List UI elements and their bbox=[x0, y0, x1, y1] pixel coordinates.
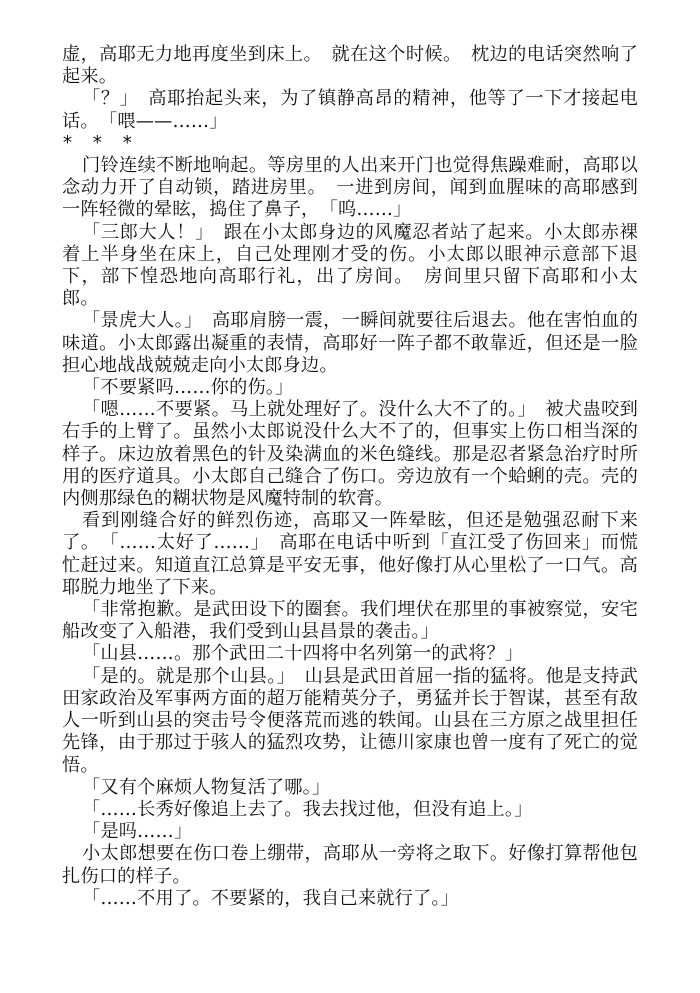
paragraph-11: 「是的。就是那个山县。」 山县是武田首屈一指的猛将。他是支持武田家政治及军事两方面的超万能精英分子，勇猛并长于智谋，甚至有敌人一听到山县的突击号令便落荒而逃的轶闻。山县在三方原之战里担任先锋，由于那过于骇人的猛烈攻势，让德川家康也曾一度有了死亡的觉悟。 bbox=[62, 665, 638, 776]
paragraph-14: 「是吗……」 bbox=[82, 821, 193, 843]
paragraph-2: 「？」 高耶抬起头来，为了镇静高昂的精神，他等了一下才接起电话。 「喂——……」 bbox=[62, 88, 638, 132]
paragraph-15: 小太郎想要在伤口卷上绷带，高耶从一旁将之取下。好像打算帮他包扎伤口的样子。 bbox=[62, 843, 638, 887]
paragraph-1: 虚，高耶无力地再度坐到床上。 就在这个时候。 枕边的电话突然响了起来。 bbox=[62, 44, 638, 88]
paragraph-9: 「非常抱歉。是武田设下的圈套。我们埋伏在那里的事被察觉，安宅船改变了入船港，我们受到山县昌景的袭击。」 bbox=[62, 599, 638, 643]
paragraph-5: 「景虎大人。」 高耶肩膀一震，一瞬间就要往后退去。他在害怕血的味道。小太郎露出凝重的表情，高耶好一阵子都不敢靠近，但还是一脸担心地战战兢兢走向小太郎身边。 bbox=[62, 310, 638, 376]
paragraph-3: 门铃连续不断地响起。等房里的人出来开门也觉得焦躁难耐，高耶以念动力开了自动锁，踏进房里。 一进到房间，闻到血腥味的高耶感到一阵轻微的晕眩，捣住了鼻子， 「呜……」 bbox=[62, 155, 638, 221]
paragraph-8: 看到刚缝合好的鲜烈伤迹，高耶又一阵晕眩，但还是勉强忍耐下来了。 「……太好了……」 高耶在电话中听到「直江受了伤回来」而慌忙赶过来。知道直江总算是平安无事，他好像打从心里松了一口气。高耶脱力地坐了下来。 bbox=[62, 510, 638, 598]
paragraph-13: 「……长秀好像追上去了。我去找过他，但没有追上。」 bbox=[82, 798, 533, 820]
paragraph-4: 「三郎大人！」 跟在小太郎身边的风魔忍者站了起来。小太郎赤裸着上半身坐在床上，自己处理刚才受的伤。小太郎以眼神示意部下退下，部下惶恐地向高耶行礼，出了房间。 房间里只留下高耶和小太郎。 bbox=[62, 221, 638, 310]
paragraph-6: 「不要紧吗……你的伤。」 bbox=[82, 377, 294, 399]
paragraph-10: 「山县……。那个武田二十四将中名列第一的武将？」 bbox=[82, 643, 524, 665]
paragraph-12: 「又有个麻烦人物复活了哪。」 bbox=[82, 776, 331, 798]
scene-separator: * * * bbox=[62, 132, 137, 154]
paragraph-16: 「……不用了。不要紧的，我自己来就行了。」 bbox=[82, 887, 460, 909]
paragraph-7: 「嗯……不要紧。马上就处理好了。没什么大不了的。」 被犬蛊咬到右手的上臂了。虽然小太郎说没什么大不了的，但事实上伤口相当深的样子。床边放着黑色的针及染满血的米色缝线。那是忍者紧急治疗时所用的医疗道具。小太郎自己缝合了伤口。旁边放有一个蛤蜊的壳。壳的内侧那绿色的糊状物是风魔特制的软膏。 bbox=[62, 399, 638, 510]
